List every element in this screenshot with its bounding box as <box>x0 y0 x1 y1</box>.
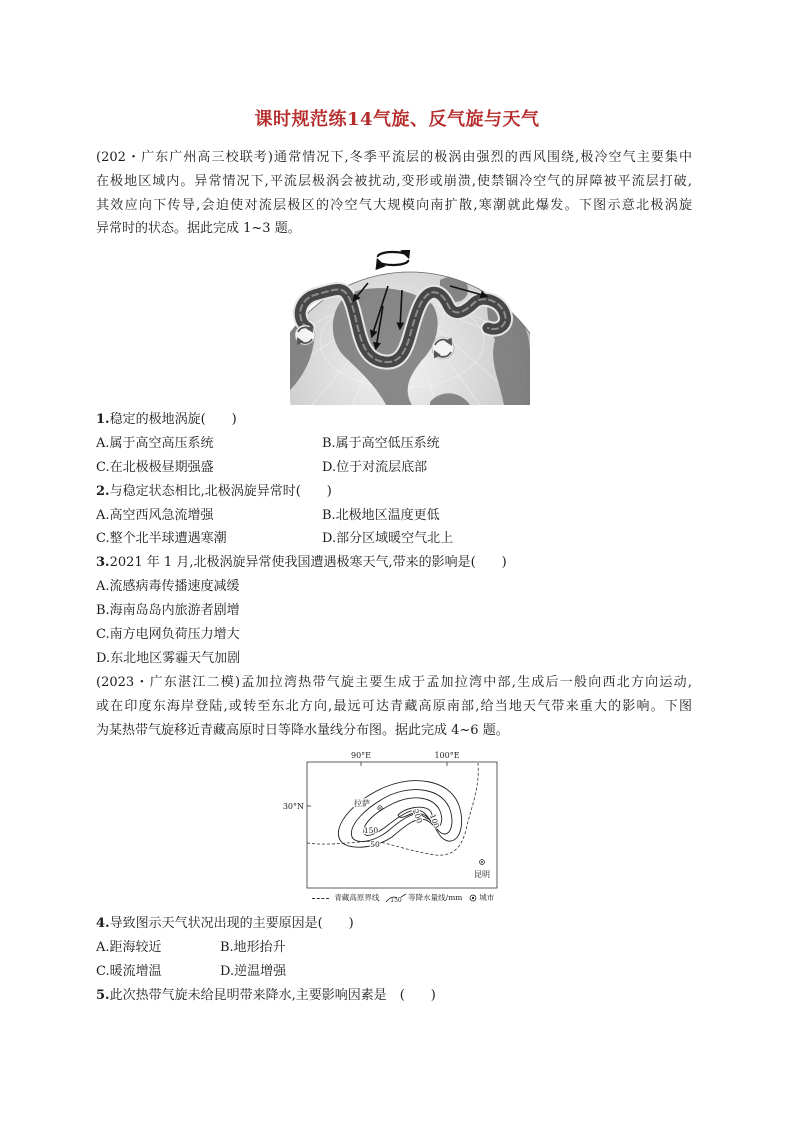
option-row <box>96 456 692 480</box>
rotation-arrows-icon-right <box>432 337 454 359</box>
option-a: A.距海较近 <box>96 939 162 955</box>
map-frame <box>307 762 497 888</box>
option-d: D.东北地区雾霾天气加剧 <box>96 650 241 666</box>
question-2 <box>96 480 692 504</box>
polar-vortex-globe-figure <box>290 250 530 405</box>
lon-label-100e: 100°E <box>434 751 460 760</box>
question-4 <box>96 912 692 936</box>
option-c: C.在北极极昼期强盛 <box>96 459 214 475</box>
question-number: 5. <box>96 987 110 1003</box>
question-number: 4. <box>96 916 110 931</box>
question-5 <box>96 984 692 1008</box>
passage-1 <box>96 146 692 241</box>
option-a: A.属于高空高压系统 <box>96 435 214 451</box>
option-b: B.属于高空低压系统 <box>322 435 440 451</box>
option-a: A.流感病毒传播速度减缓 <box>96 579 240 595</box>
isoline-legend-symbol <box>386 893 406 904</box>
option-a: A.高空西风急流增强 <box>96 507 214 523</box>
rotation-arrows-icon-top <box>378 252 408 265</box>
question-3 <box>96 551 692 575</box>
question-stem: 与稳定状态相比,北极涡旋异常时( ) <box>109 483 332 499</box>
option-d: D.位于对流层底部 <box>322 459 428 475</box>
rotation-arrows-icon-left <box>295 325 315 345</box>
boundary-legend-label: 青藏高原界线 <box>334 893 380 902</box>
option-d: D.逆温增强 <box>220 963 287 979</box>
question-stem: 此次热带气旋未给昆明带来降水,主要影响因素是 ( ) <box>109 987 436 1003</box>
questions-1-3 <box>96 408 692 742</box>
isoline-label-150: 150 <box>363 826 379 835</box>
option-b: B.北极地区温度更低 <box>322 507 440 523</box>
lat-label-30n: 30°N <box>282 802 304 811</box>
passage-1-line: (202・广东广州高三校联考)通常情况下,冬季平流层的极涡由强烈的西风围绕,极冷空气主要集中 <box>96 150 692 165</box>
passage-2-line: 为某热带气旋移近青藏高原时日等降水量线分布图。据此完成 4~6 题。 <box>96 722 509 738</box>
isoline-label-200: 200 <box>410 807 425 825</box>
passage-1-line: 在极地区域内。异常情况下,平流层极涡会被扰动,变形或崩溃,使禁锢冷空气的屏障被平流层打破, <box>96 173 692 189</box>
option-row <box>96 960 692 984</box>
city-marker-lhasa <box>378 806 382 810</box>
question-stem: 稳定的极地涡旋( ) <box>109 412 237 427</box>
question-stem: 导致图示天气状况出现的主要原因是( ) <box>109 916 354 931</box>
question-number: 1. <box>96 412 110 427</box>
option-c: C.南方电网负荷压力增大 <box>96 627 240 643</box>
rainfall-isoline-map <box>280 745 505 891</box>
city-marker-kunming <box>480 860 485 865</box>
city-label-kunming: 昆明 <box>474 870 490 879</box>
option-row <box>96 504 692 528</box>
option-b: B.海南岛岛内旅游者剧增 <box>96 603 240 619</box>
option-c: C.整个北半球遭遇寒潮 <box>96 531 227 547</box>
questions-4-5 <box>96 912 692 1008</box>
lon-label-90e: 90°E <box>350 751 372 760</box>
question-number: 3. <box>96 555 110 571</box>
option-row <box>96 527 692 551</box>
map-legend <box>312 892 494 904</box>
isoline-legend-label: 等降水量线/mm <box>408 893 463 902</box>
passage-1-line: 其效应向下传导,会迫使对流层极区的冷空气大规模向南扩散,寒潮就此爆发。下图示意北极涡旋 <box>96 197 692 213</box>
isoline-label-100: 100 <box>427 812 442 830</box>
passage-1-line: 异常时的状态。据此完成 1~3 题。 <box>96 221 301 237</box>
city-label-lhasa: 拉萨 <box>354 799 370 808</box>
option-row <box>96 936 692 960</box>
city-legend-icon <box>469 894 477 902</box>
isoline-legend-value: 150 <box>390 896 402 904</box>
option-c: C.暖流增温 <box>96 963 162 979</box>
option-b: B.地形抬升 <box>220 939 286 955</box>
page-title: 课时规范练14气旋、反气旋与天气 <box>254 109 540 130</box>
boundary-legend-symbol <box>312 898 329 899</box>
question-stem: 2021 年 1 月,北极涡旋异常使我国遭遇极寒天气,带来的影响是( ) <box>109 555 507 571</box>
question-number: 2. <box>96 483 110 499</box>
question-1 <box>96 408 692 432</box>
isoline-label-50: 50 <box>370 840 380 849</box>
passage-2-line: (2023・广东湛江二模)孟加拉湾热带气旋主要生成于孟加拉湾中部,生成后一般向西北方向运动, <box>96 674 692 690</box>
option-row <box>96 432 692 456</box>
passage-2-line: 或在印度东海岸登陆,或转至东北方向,最远可达青藏高原南部,给当地天气带来重大的影响。下图 <box>96 698 692 714</box>
city-legend-label: 城市 <box>479 893 495 902</box>
option-d: D.部分区域暖空气北上 <box>322 531 454 547</box>
